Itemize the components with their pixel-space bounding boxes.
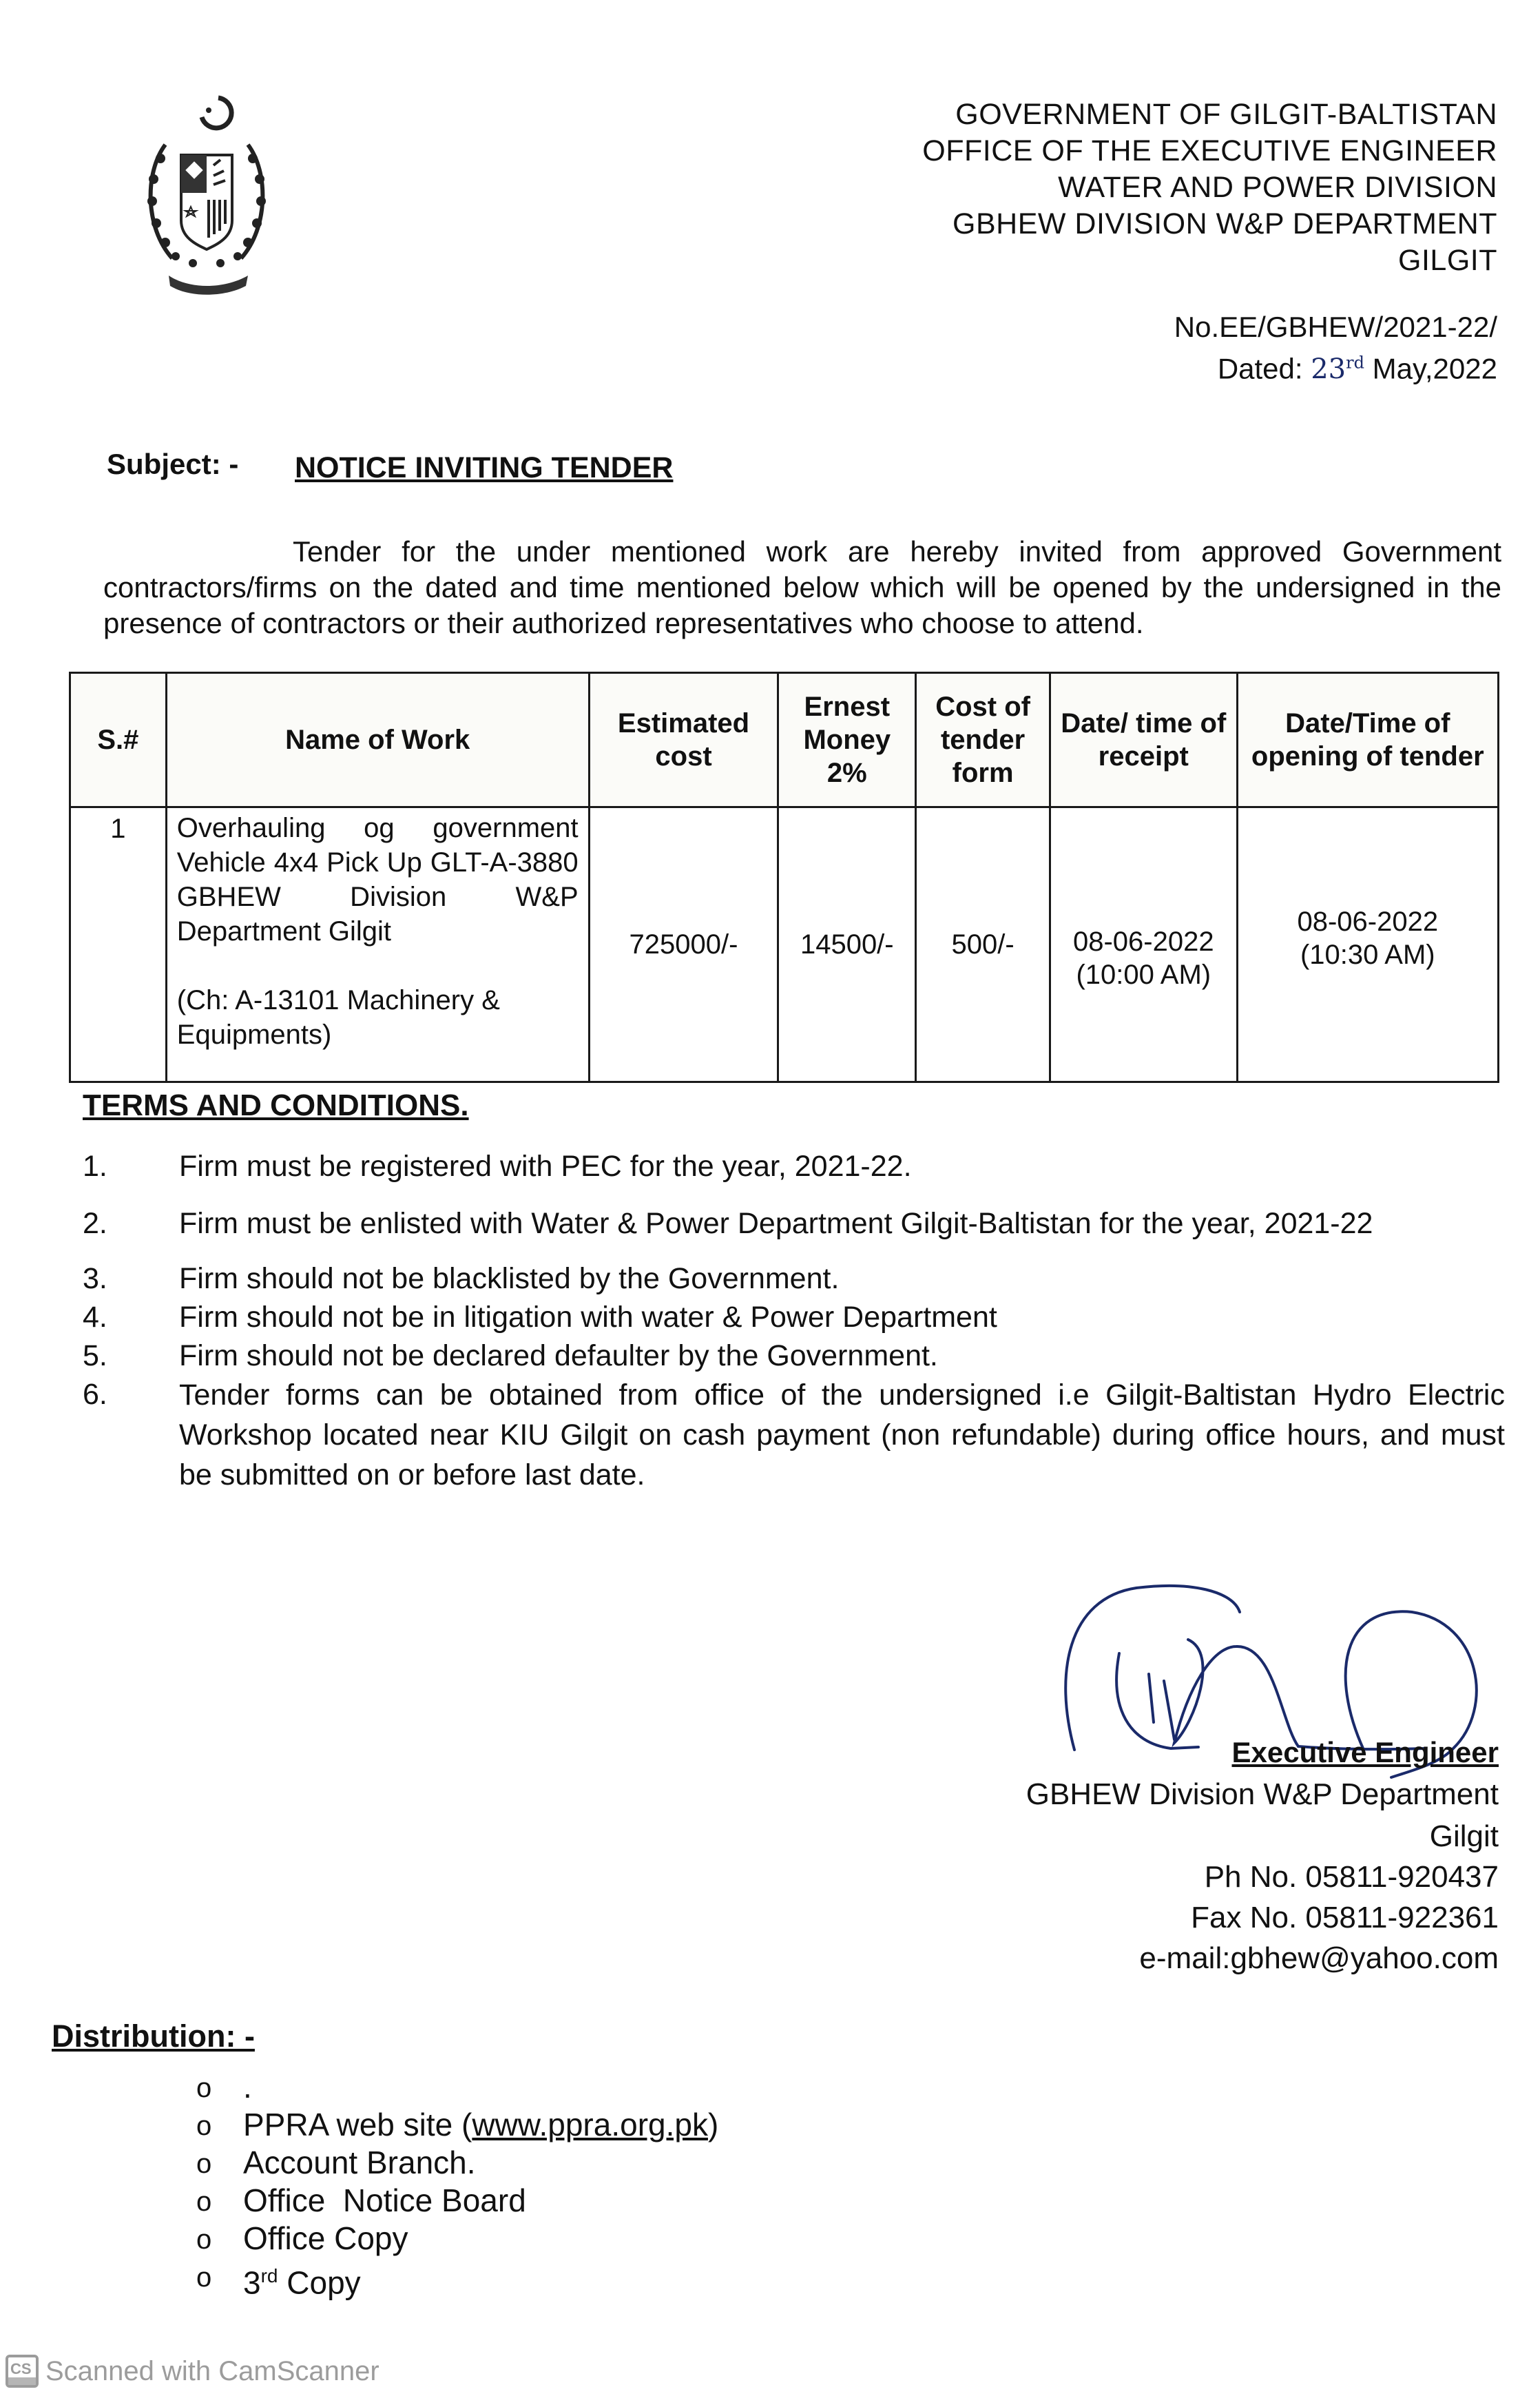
signatory-email: e-mail:gbhew@yahoo.com bbox=[1139, 1941, 1499, 1975]
distribution-title: Distribution: - bbox=[52, 2018, 255, 2054]
term-text: Firm should not be blacklisted by the Government. bbox=[179, 1262, 840, 1295]
distribution-text: Office Notice Board bbox=[243, 2182, 526, 2218]
distribution-text: . bbox=[243, 2069, 252, 2105]
dated-month-year: May,2022 bbox=[1372, 352, 1497, 385]
intro-paragraph bbox=[103, 534, 1501, 641]
term-number: 1. bbox=[83, 1150, 107, 1183]
receipt-date: 08-06-2022 bbox=[1072, 926, 1214, 957]
header-line-4: GBHEW DIVISION W&P DEPARTMENT bbox=[953, 207, 1497, 240]
signatory-city: Gilgit bbox=[1429, 1819, 1499, 1853]
signatory-office: GBHEW Division W&P Department bbox=[1026, 1777, 1499, 1811]
distribution-text: PPRA web site (www.ppra.org.pk) bbox=[243, 2107, 719, 2142]
term-text: Firm should not be in litigation with water & Power Department bbox=[179, 1301, 997, 1334]
dated-day-handwritten: 23rd bbox=[1311, 353, 1364, 386]
term-number: 5. bbox=[83, 1339, 107, 1372]
cell-receipt-datetime bbox=[1050, 807, 1237, 1082]
term-text: Firm must be registered with PEC for the year, 2021-22. bbox=[179, 1150, 912, 1183]
subject-label: Subject: - bbox=[107, 448, 239, 480]
header-estimated-cost: Estimated cost bbox=[589, 673, 778, 807]
cell-tender-form-cost: 500/- bbox=[916, 807, 1050, 1082]
term-number: 4. bbox=[83, 1301, 107, 1334]
ppra-link[interactable]: www.ppra.org.pk bbox=[472, 2107, 708, 2142]
header-name-of-work: Name of Work bbox=[166, 673, 589, 807]
bullet-icon: o bbox=[196, 2187, 212, 2217]
cell-sn: 1 bbox=[70, 807, 167, 1082]
subject-title: NOTICE INVITING TENDER bbox=[295, 451, 674, 484]
header-cost-of-tender-form: Cost of tender form bbox=[916, 673, 1050, 807]
camscanner-text: Scanned with CamScanner bbox=[45, 2355, 379, 2386]
distribution-text: Account Branch. bbox=[243, 2145, 476, 2180]
dated-line bbox=[1218, 346, 1497, 386]
header-line-3: WATER AND POWER DIVISION bbox=[1058, 171, 1497, 204]
cell-name-of-work bbox=[166, 807, 589, 1082]
dated-label: Dated: bbox=[1217, 352, 1303, 385]
bullet-icon: o bbox=[196, 2224, 212, 2255]
work-description: Overhauling og government Vehicle 4x4 Pick Up GLT-A-3880 GBHEW Division W&P Department Gilgit bbox=[176, 813, 579, 947]
term-text: Firm should not be declared defaulter by the Government. bbox=[179, 1339, 938, 1372]
bullet-icon: o bbox=[196, 2073, 212, 2103]
header-date-time-opening: Date/Time of opening of tender bbox=[1237, 673, 1498, 807]
cell-earnest-money: 14500/- bbox=[778, 807, 916, 1082]
header-line-5: GILGIT bbox=[1398, 244, 1497, 277]
opening-date: 08-06-2022 bbox=[1297, 906, 1439, 937]
term-text: Firm must be enlisted with Water & Power Department Gilgit-Baltistan for the year, 2021-22 bbox=[179, 1207, 1373, 1240]
camscanner-logo-icon: CS bbox=[6, 2355, 39, 2388]
header-line-1: GOVERNMENT OF GILGIT-BALTISTAN bbox=[955, 98, 1497, 131]
cell-estimated-cost: 725000/- bbox=[589, 807, 778, 1082]
header-line-2: OFFICE OF THE EXECUTIVE ENGINEER bbox=[922, 134, 1497, 167]
table-row bbox=[70, 807, 1499, 1082]
tender-table bbox=[69, 672, 1499, 1083]
intro-text: Tender for the under mentioned work are hereby invited from approved Government contractors/firms on the dated and time mentioned below which will be opened by the undersigned in the presence of contractors or their authorized representatives who choose to attend. bbox=[103, 535, 1501, 639]
term-number: 3. bbox=[83, 1262, 107, 1295]
term-number: 2. bbox=[83, 1207, 107, 1240]
cell-opening-datetime bbox=[1237, 807, 1498, 1082]
distribution-text: Office Copy bbox=[243, 2220, 408, 2256]
header-sn: S.# bbox=[70, 673, 167, 807]
signatory-fax: Fax No. 05811-922361 bbox=[1191, 1901, 1499, 1934]
terms-title: TERMS AND CONDITIONS. bbox=[83, 1088, 469, 1122]
signatory-title: Executive Engineer bbox=[1231, 1736, 1499, 1768]
bullet-icon: o bbox=[196, 2111, 212, 2141]
table-header-row bbox=[70, 673, 1499, 807]
bullet-icon: o bbox=[196, 2262, 212, 2293]
opening-time: (10:30 AM) bbox=[1300, 939, 1435, 970]
header-earnest-money: Ernest Money 2% bbox=[778, 673, 916, 807]
reference-number: No.EE/GBHEW/2021-22/ bbox=[1174, 311, 1497, 343]
distribution-text: 3rd Copy bbox=[243, 2264, 361, 2301]
bullet-icon: o bbox=[196, 2149, 212, 2179]
header-date-time-receipt: Date/ time of receipt bbox=[1050, 673, 1237, 807]
camscanner-watermark bbox=[6, 2355, 379, 2388]
work-budget-head: (Ch: A-13101 Machinery & Equipments) bbox=[176, 985, 500, 1050]
government-emblem-icon bbox=[127, 83, 286, 303]
receipt-time: (10:00 AM) bbox=[1076, 959, 1211, 990]
term-number: 6. bbox=[83, 1378, 107, 1411]
signatory-phone: Ph No. 05811-920437 bbox=[1204, 1860, 1499, 1894]
term-text: Tender forms can be obtained from office of the undersigned i.e Gilgit-Baltistan Hydro Electric Workshop located near KIU Gilgit on cash payment (non refundable) during office hours, and must be submitted on or before last date. bbox=[179, 1378, 1505, 1491]
